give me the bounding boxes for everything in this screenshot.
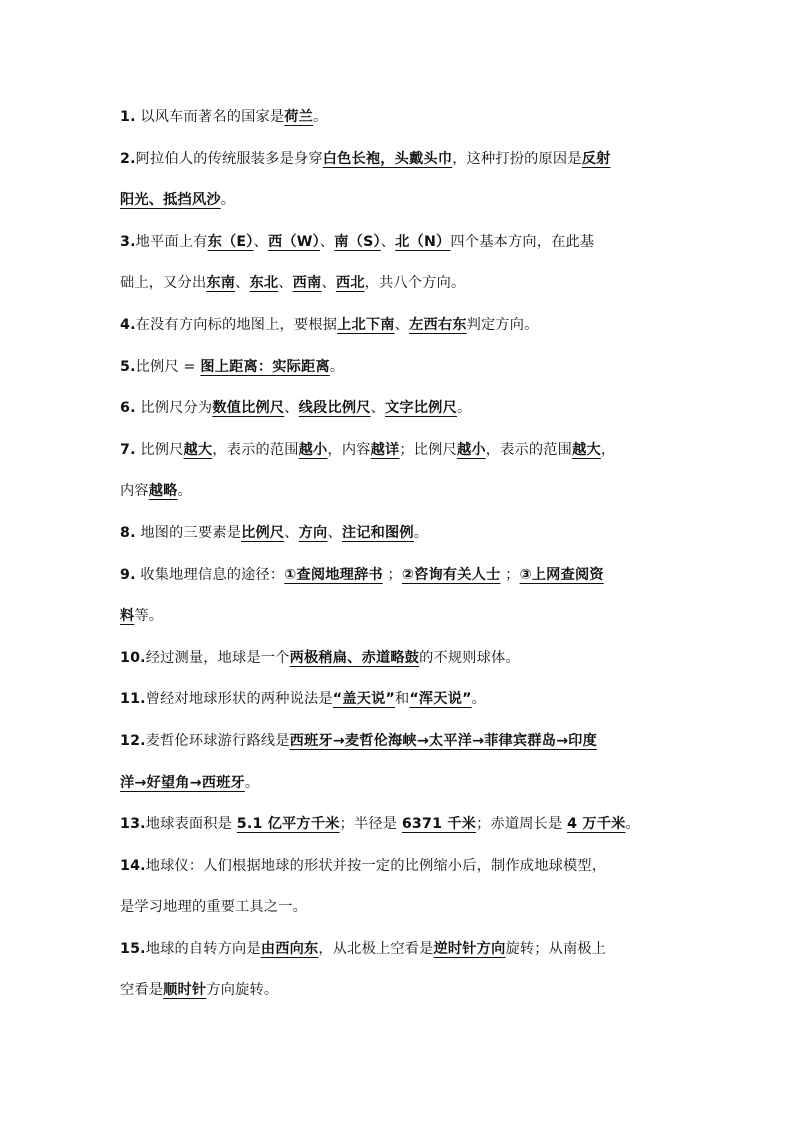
body-text: 四个基本方向，在此基 — [450, 233, 595, 250]
body-text: 比例尺分为 — [135, 400, 213, 417]
text-line — [120, 187, 680, 229]
body-text: 经过测量，地球是一个 — [145, 649, 290, 666]
answer-text: 图上距离：实际距离 — [200, 358, 330, 375]
body-text: 收集地理信息的途径： — [135, 566, 285, 583]
body-text: ，表示的范围 — [485, 441, 573, 458]
body-text: ； — [500, 566, 520, 583]
item-number: 5. — [120, 358, 136, 375]
body-text: 、 — [319, 233, 335, 250]
body-text: 麦哲伦环球游行路线是 — [145, 732, 290, 749]
body-text: 础上，又分出 — [120, 275, 207, 292]
text-line — [120, 312, 680, 354]
body-text: 。 — [177, 483, 192, 500]
answer-text: 西（W） — [267, 233, 320, 250]
body-text: 空看是 — [120, 982, 164, 999]
body-text: 比例尺 = — [135, 358, 201, 375]
item-number: 15. — [120, 940, 146, 957]
answer-text: 比例尺 — [241, 524, 285, 541]
text-line — [120, 229, 680, 271]
answer-text: 5.1 亿平方千米 — [236, 816, 340, 833]
text-line — [120, 728, 680, 770]
body-text: 。 — [471, 691, 486, 708]
document-page — [120, 104, 680, 1019]
text-line — [120, 562, 680, 604]
body-text: ，表示的范围 — [212, 441, 299, 458]
text-line — [120, 936, 680, 978]
body-text: ；赤道周长是 — [476, 816, 568, 833]
text-line — [120, 894, 680, 936]
body-text: 是学习地理的重要工具之一。 — [120, 899, 308, 916]
text-line — [120, 437, 680, 479]
body-text: 、 — [284, 524, 299, 541]
item-number: 2. — [120, 150, 136, 167]
answer-text: 注记和图例 — [341, 524, 414, 541]
body-text: 、 — [394, 316, 410, 333]
item-number: 11. — [120, 691, 146, 708]
answer-text: 东（E） — [207, 233, 254, 250]
answer-text: ③上网查阅资 — [519, 566, 604, 583]
answer-text: 文字比例尺 — [385, 400, 457, 417]
body-text: 曾经对地球形状的两种说法是 — [145, 691, 333, 708]
body-text: 和 — [395, 691, 410, 708]
body-text: 旋转；从南极上 — [505, 940, 607, 957]
item-number: 14. — [120, 857, 146, 874]
body-text: 、 — [321, 275, 336, 292]
answer-text: 线段比例尺 — [298, 400, 371, 417]
body-text: ，共八个方向。 — [364, 275, 466, 292]
item-number: 7. — [120, 441, 136, 458]
answer-text: 阳光、抵挡风沙 — [120, 192, 221, 209]
body-text: ， — [600, 441, 616, 458]
body-text: 判定方向。 — [466, 316, 539, 333]
body-text: 方向旋转。 — [206, 982, 279, 999]
body-text: ，从北极上空看是 — [318, 940, 434, 957]
body-text: 比例尺 — [135, 441, 184, 458]
body-text: 、 — [235, 275, 250, 292]
text-line — [120, 478, 680, 520]
answer-text: 6371 千米 — [401, 816, 477, 833]
answer-text: 方向 — [298, 524, 328, 541]
body-text: 地平面上有 — [135, 233, 208, 250]
answer-text: 南（S） — [334, 233, 381, 250]
text-line — [120, 395, 680, 437]
body-text: 地球的自转方向是 — [145, 940, 261, 957]
item-number: 6. — [120, 400, 136, 417]
body-text: 、 — [284, 400, 299, 417]
body-text: 地球仪：人们根据地球的形状并按一定的比例缩小后，制作成地球模型， — [145, 857, 607, 874]
body-text: 内容 — [120, 483, 149, 500]
body-text: ，这种打扮的原因是 — [452, 150, 582, 167]
text-line — [120, 270, 680, 312]
text-line — [120, 686, 680, 728]
text-line — [120, 853, 680, 895]
body-text: 、 — [380, 233, 396, 250]
answer-text: 越详 — [370, 441, 400, 458]
answer-text: 料 — [120, 608, 135, 625]
item-number: 8. — [120, 524, 136, 541]
body-text: 。 — [625, 816, 640, 833]
body-text: 。 — [313, 109, 328, 125]
item-number: 10. — [120, 649, 146, 666]
item-number: 13. — [120, 816, 146, 833]
answer-text: 越略 — [148, 483, 178, 500]
answer-text: 洋→好望角→西班牙 — [120, 774, 245, 791]
answer-text: 东北 — [249, 275, 279, 292]
body-text: 等。 — [134, 608, 164, 625]
item-number: 4. — [120, 316, 136, 333]
body-text: 地球表面积是 — [145, 816, 237, 833]
answer-text: 荷兰 — [284, 109, 314, 125]
body-text: 地图的三要素是 — [135, 524, 242, 541]
body-text: 。 — [220, 192, 236, 209]
text-line — [120, 146, 680, 188]
answer-text: 越大 — [572, 441, 601, 458]
body-text: 的不规则球体。 — [419, 649, 520, 666]
body-text: 。 — [244, 774, 260, 791]
text-line — [120, 770, 680, 812]
answer-text: “盖天说” — [332, 691, 395, 708]
answer-text: 西南 — [292, 275, 322, 292]
body-text: 、 — [253, 233, 268, 250]
answer-text: 北（N） — [395, 233, 451, 250]
body-text: 、 — [370, 400, 386, 417]
answer-text: 逆时针方向 — [433, 940, 506, 957]
body-text: ，内容 — [327, 441, 371, 458]
answer-text: 反射 — [581, 150, 611, 167]
item-number: 3. — [120, 233, 136, 250]
body-text: 在没有方向标的地图上，要根据 — [135, 316, 338, 333]
answer-text: 数值比例尺 — [212, 400, 285, 417]
answer-text: 由西向东 — [260, 940, 319, 957]
item-number: 1. — [120, 109, 136, 125]
answer-text: 西班牙→麦哲伦海峡→太平洋→菲律宾群岛→印度 — [289, 732, 597, 749]
body-text: ；半径是 — [339, 816, 402, 833]
text-line — [120, 520, 680, 562]
answer-text: ①查阅地理辞书 — [284, 566, 383, 583]
answer-text: 上北下南 — [337, 316, 395, 333]
answer-text: 两极稍扁、赤道略鼓 — [289, 649, 420, 666]
answer-text: 越小 — [456, 441, 486, 458]
body-text: 。 — [329, 358, 345, 375]
body-text: ；比例尺 — [399, 441, 457, 458]
body-text: ； — [382, 566, 402, 583]
body-text: 以风车而著名的国家是 — [135, 109, 285, 125]
answer-text: 越大 — [183, 441, 213, 458]
answer-text: “浑天说” — [409, 691, 472, 708]
answer-text: 西北 — [335, 275, 365, 292]
item-number: 12. — [120, 732, 146, 749]
answer-text: 左西右东 — [409, 316, 467, 333]
text-line — [120, 104, 680, 146]
answer-text: 4 万千米 — [567, 816, 626, 833]
answer-text: ②咨询有关人士 — [401, 566, 501, 583]
body-text: 。 — [456, 400, 472, 417]
text-line — [120, 645, 680, 687]
answer-text: 白色长袍，头戴头巾 — [322, 150, 453, 167]
body-text: 、 — [327, 524, 342, 541]
answer-text: 越小 — [298, 441, 328, 458]
text-line — [120, 603, 680, 645]
text-line — [120, 354, 680, 396]
body-text: 、 — [278, 275, 293, 292]
body-text: 。 — [413, 524, 429, 541]
item-number: 9. — [120, 566, 136, 583]
body-text: 阿拉伯人的传统服装多是身穿 — [135, 150, 323, 167]
text-line — [120, 977, 680, 1019]
answer-text: 顺时针 — [163, 982, 207, 999]
answer-text: 东南 — [206, 275, 236, 292]
text-line — [120, 811, 680, 853]
